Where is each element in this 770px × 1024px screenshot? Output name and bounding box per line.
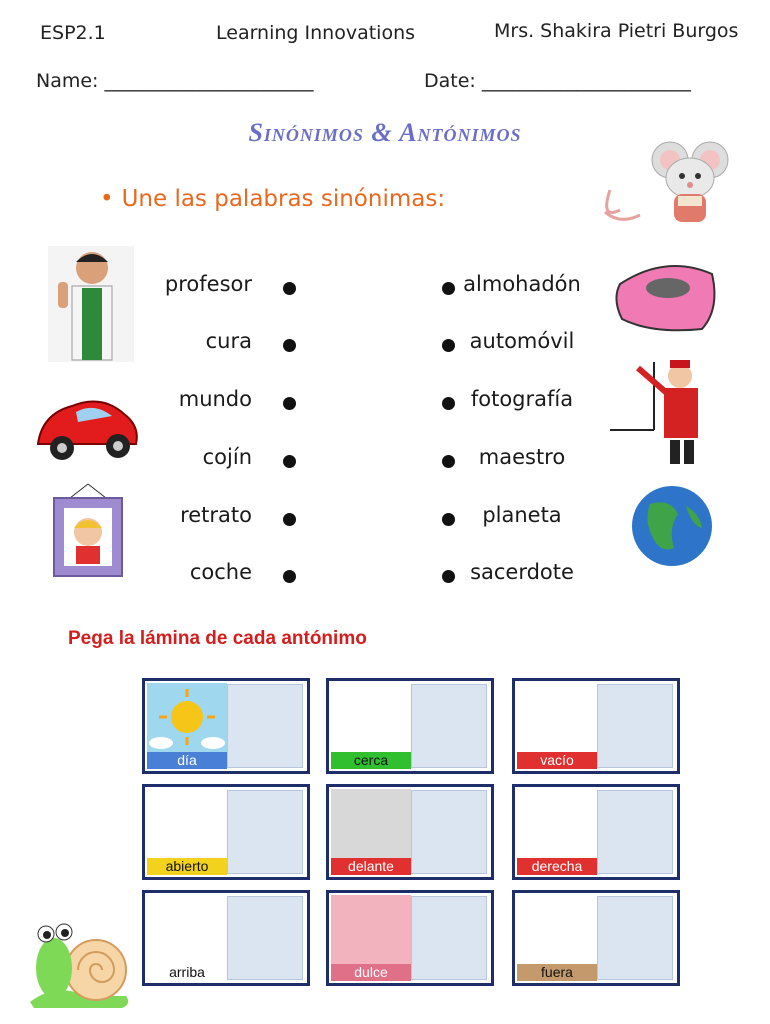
antonym-label: vacío — [517, 752, 597, 769]
synonyms-instruction: • Une las palabras sinónimas: — [100, 186, 446, 212]
paste-slot[interactable] — [227, 790, 303, 874]
paste-slot[interactable] — [227, 684, 303, 768]
synonym-right-word: fotografía — [470, 387, 574, 411]
synonym-left-word: retrato — [180, 503, 252, 527]
antonym-card — [512, 784, 680, 880]
antonym-card — [142, 678, 310, 774]
sun-icon — [147, 683, 227, 753]
match-dot-left[interactable] — [283, 339, 296, 352]
match-dot-right[interactable] — [442, 339, 455, 352]
paste-slot[interactable] — [227, 896, 303, 980]
paste-slot[interactable] — [597, 896, 673, 980]
pillow-icon — [612, 254, 720, 334]
synonym-right-word: almohadón — [463, 272, 581, 296]
match-dot-right[interactable] — [442, 282, 455, 295]
antonym-label: abierto — [147, 858, 227, 875]
antonym-label: dulce — [331, 964, 411, 981]
mouse-icon — [600, 130, 730, 230]
synonym-right-word: planeta — [482, 503, 562, 527]
antonym-label: arriba — [147, 964, 227, 981]
paste-slot[interactable] — [411, 896, 487, 980]
antonyms-instruction: Pega la lámina de cada antónimo — [68, 628, 367, 649]
synonym-left-word: cojín — [202, 445, 252, 469]
antonym-card — [512, 890, 680, 986]
teacher-name: Mrs. Shakira Pietri Burgos — [494, 20, 739, 42]
antonym-card — [326, 890, 494, 986]
synonym-right-word: maestro — [478, 445, 566, 469]
synonym-left-word: coche — [189, 560, 252, 584]
antonym-card — [326, 678, 494, 774]
paste-slot[interactable] — [597, 790, 673, 874]
match-dot-left[interactable] — [283, 455, 296, 468]
name-field[interactable]: Name: ______________________ — [36, 70, 314, 92]
antonym-label: fuera — [517, 964, 597, 981]
paste-slot[interactable] — [597, 684, 673, 768]
antonym-label: delante — [331, 858, 411, 875]
page-title: Sinónimos & Antónimos — [248, 118, 522, 147]
synonym-right-word: automóvil — [469, 329, 575, 353]
bullet-icon: • — [100, 186, 114, 212]
school-name: Learning Innovations — [216, 22, 416, 44]
antonym-label: cerca — [331, 752, 411, 769]
antonym-label: derecha — [517, 858, 597, 875]
match-dot-left[interactable] — [283, 397, 296, 410]
match-dot-left[interactable] — [283, 513, 296, 526]
paste-slot[interactable] — [411, 684, 487, 768]
match-dot-left[interactable] — [283, 282, 296, 295]
match-dot-right[interactable] — [442, 513, 455, 526]
match-dot-left[interactable] — [283, 570, 296, 583]
match-dot-right[interactable] — [442, 397, 455, 410]
match-dot-right[interactable] — [442, 455, 455, 468]
course-code: ESP2.1 — [40, 22, 106, 44]
teacher-icon — [608, 352, 710, 466]
antonym-card — [142, 784, 310, 880]
date-field[interactable]: Date: ______________________ — [424, 70, 691, 92]
synonym-left-word: cura — [205, 329, 252, 353]
snail-icon — [26, 912, 136, 1012]
match-dot-right[interactable] — [442, 570, 455, 583]
antonym-label: día — [147, 752, 227, 769]
synonym-right-word: sacerdote — [470, 560, 574, 584]
globe-icon — [630, 484, 714, 568]
synonym-left-word: mundo — [178, 387, 252, 411]
synonym-left-word: profesor — [164, 272, 252, 296]
antonym-card — [142, 890, 310, 986]
paste-slot[interactable] — [411, 790, 487, 874]
antonym-card — [512, 678, 680, 774]
antonym-card — [326, 784, 494, 880]
